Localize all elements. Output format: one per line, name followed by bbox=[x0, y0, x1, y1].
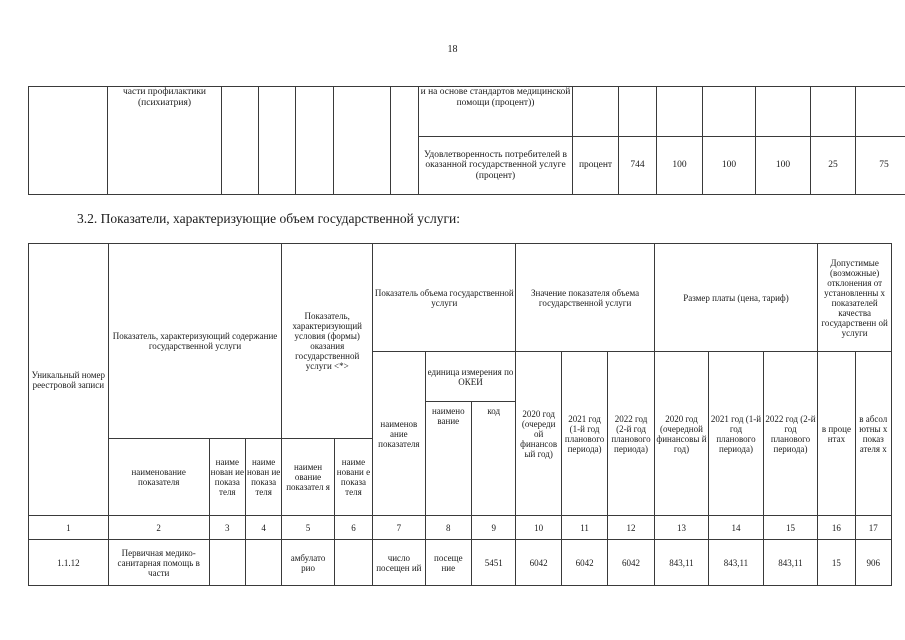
header-deviations: Допустимые (возможные) отклонения от установленны х показателей качества государственн ой услуги bbox=[818, 244, 892, 352]
quality-indicators-table-continuation bbox=[28, 86, 905, 195]
row-unique-number: 1.1.12 bbox=[29, 540, 109, 586]
row-deviation-pct: 15 bbox=[818, 540, 855, 586]
column-number: 13 bbox=[654, 516, 709, 540]
header-deviation-pct: в проце нтах bbox=[818, 352, 855, 516]
top-row1-indicator: и на основе стандартов медицинской помощи (процент)) bbox=[419, 87, 573, 137]
column-number: 9 bbox=[472, 516, 516, 540]
column-number: 14 bbox=[709, 516, 764, 540]
top-cell-empty bbox=[811, 87, 856, 137]
column-number: 8 bbox=[425, 516, 471, 540]
column-number: 16 bbox=[818, 516, 855, 540]
column-number: 6 bbox=[334, 516, 372, 540]
top-row2-deviation-pct: 25 bbox=[811, 137, 856, 195]
header-volume-indicator-name: наименов ание показателя bbox=[373, 352, 425, 516]
header-deviation-abs: в абсол ютны х показ ателя х bbox=[855, 352, 891, 516]
header-condition-name-1: наимен ование показател я bbox=[282, 439, 334, 516]
top-cell-empty bbox=[703, 87, 756, 137]
row-unit-name: посеще ние bbox=[425, 540, 471, 586]
top-cell-empty bbox=[856, 87, 905, 137]
column-number: 1 bbox=[29, 516, 109, 540]
top-cell-empty bbox=[619, 87, 657, 137]
column-number: 2 bbox=[108, 516, 209, 540]
row-fee-2021: 843,11 bbox=[709, 540, 764, 586]
row-cell-empty bbox=[245, 540, 281, 586]
header-value-2021: 2021 год (1-й год планового периода) bbox=[561, 352, 607, 516]
header-unit-okei: единица измерения по ОКЕИ bbox=[425, 352, 516, 402]
top-cell-empty bbox=[573, 87, 619, 137]
header-value-2020: 2020 год (очереди ой финансов ый год) bbox=[516, 352, 561, 516]
column-number: 10 bbox=[516, 516, 561, 540]
column-number: 7 bbox=[373, 516, 425, 540]
column-number: 5 bbox=[282, 516, 334, 540]
row-value-2021: 6042 bbox=[561, 540, 607, 586]
row-cell-empty bbox=[209, 540, 245, 586]
top-cell-empty bbox=[29, 87, 108, 195]
column-number: 11 bbox=[561, 516, 607, 540]
column-number: 17 bbox=[855, 516, 891, 540]
header-fee-2020: 2020 год (очередной финансовы й год) bbox=[654, 352, 709, 516]
header-fee-2022: 2022 год (2-й год планового периода) bbox=[763, 352, 818, 516]
top-row2-unit: процент bbox=[573, 137, 619, 195]
row-fee-2020: 843,11 bbox=[654, 540, 709, 586]
header-condition-name-2: наиме новани е показа теля bbox=[334, 439, 372, 516]
row-unit-code: 5451 bbox=[472, 540, 516, 586]
top-cell-empty bbox=[391, 87, 419, 195]
top-cell-empty bbox=[756, 87, 811, 137]
section-title: 3.2. Показатели, характеризующие объем государственной услуги: bbox=[77, 211, 460, 226]
column-number: 3 bbox=[209, 516, 245, 540]
top-cell-empty bbox=[657, 87, 703, 137]
row-content: Первичная медико-санитарная помощь в части bbox=[108, 540, 209, 586]
header-content-name-1: наименование показателя bbox=[108, 439, 209, 516]
header-unit-name: наимено вание bbox=[425, 402, 471, 516]
top-row2-value-2021: 100 bbox=[703, 137, 756, 195]
top-content-text: части профилактики (психиатрия) bbox=[108, 87, 222, 195]
header-conditions-indicator: Показатель, характеризующий условия (формы) оказания государственной услуги <*> bbox=[282, 244, 373, 439]
page-number: 18 bbox=[447, 44, 458, 55]
top-row2-deviation-abs: 75 bbox=[856, 137, 905, 195]
column-number: 4 bbox=[245, 516, 281, 540]
top-row2-code: 744 bbox=[619, 137, 657, 195]
row-cell-empty bbox=[334, 540, 372, 586]
header-content-indicator: Показатель, характеризующий содержание государственной услуги bbox=[108, 244, 282, 439]
top-cell-empty bbox=[259, 87, 296, 195]
top-row2-indicator: Удовлетворенность потребителей в оказанной государственной услуге (процент) bbox=[419, 137, 573, 195]
header-unit-code: код bbox=[472, 402, 516, 516]
volume-indicators-table bbox=[28, 243, 892, 586]
row-value-2022: 6042 bbox=[608, 540, 654, 586]
row-value-2020: 6042 bbox=[516, 540, 561, 586]
header-fee: Размер платы (цена, тариф) bbox=[654, 244, 818, 352]
row-deviation-abs: 906 bbox=[855, 540, 891, 586]
row-indicator: число посещен ий bbox=[373, 540, 425, 586]
header-volume-indicator: Показатель объема государственной услуги bbox=[373, 244, 516, 352]
row-condition: амбулато рио bbox=[282, 540, 334, 586]
top-cell-empty bbox=[334, 87, 391, 195]
header-value-2022: 2022 год (2-й год планового периода) bbox=[608, 352, 654, 516]
header-fee-2021: 2021 год (1-й год планового периода) bbox=[709, 352, 764, 516]
top-cell-empty bbox=[222, 87, 259, 195]
header-unique-number: Уникальный номер реестровой записи bbox=[29, 244, 109, 516]
top-row2-value-2020: 100 bbox=[657, 137, 703, 195]
row-fee-2022: 843,11 bbox=[763, 540, 818, 586]
column-number: 15 bbox=[763, 516, 818, 540]
header-content-name-2: наиме нован ие показа теля bbox=[209, 439, 245, 516]
header-volume-value: Значение показателя объема государственной услуги bbox=[516, 244, 654, 352]
header-content-name-3: наиме нован ие показа теля bbox=[245, 439, 281, 516]
column-number: 12 bbox=[608, 516, 654, 540]
top-row2-value-2022: 100 bbox=[756, 137, 811, 195]
top-cell-empty bbox=[296, 87, 334, 195]
